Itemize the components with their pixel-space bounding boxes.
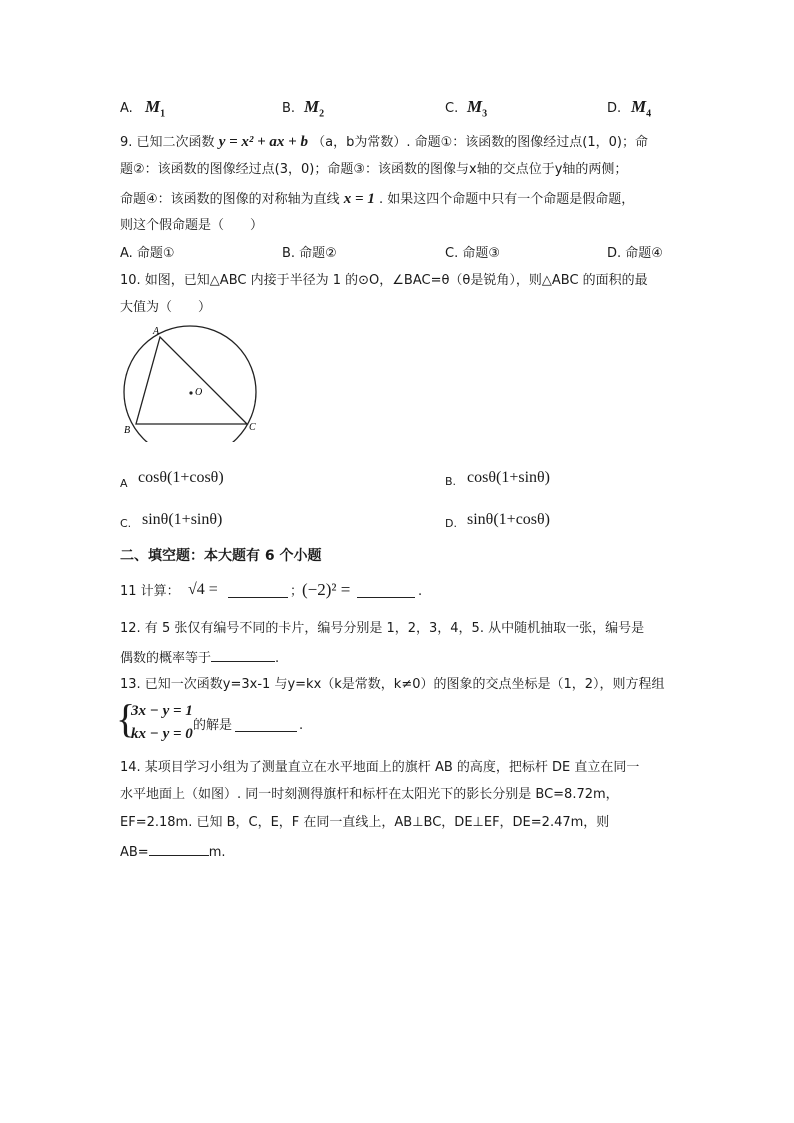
label-o: O <box>195 387 203 398</box>
q9-line-1 <box>120 133 648 151</box>
q14-line-4 <box>120 843 226 861</box>
q8-option-c-value: $M_3$ <box>467 97 488 120</box>
q9-option-c: C. 命题③ <box>445 246 500 261</box>
q12-line-1: 12. 有 5 张仅有编号不同的卡片，编号分别是 1，2，3，4，5. 从中随机抽取一张，编号是 <box>120 621 645 636</box>
q9-line-4: 则这个假命题是（ ） <box>120 218 264 233</box>
q9-line-3 <box>120 190 634 208</box>
q14-line-1: 14. 某项目学习小组为了测量直立在水平地面上的旗杆 AB 的高度，把标杆 DE 直立在同一 <box>120 760 640 775</box>
q8-option-d-label: D. <box>607 101 622 116</box>
q13-equation-2: kx − y = 0 <box>131 726 193 742</box>
q12-end: . <box>275 651 280 666</box>
q8-option-d-value: $M_4$ <box>631 97 652 120</box>
q11-blank-2[interactable] <box>357 585 415 598</box>
q8-option-a-value: $M_1$ <box>145 97 166 120</box>
q10-option-c-expr: sinθ(1+sinθ) <box>142 511 223 528</box>
q9-line3-text-b: . 如果这四个命题中只有一个命题是假命题， <box>379 192 635 207</box>
label-a: A <box>153 326 160 337</box>
q10-line-2: 大值为（ ） <box>120 300 212 315</box>
q8-option-b-label: B. <box>282 101 296 116</box>
q14-line-3: EF=2.18m. 已知 B，C，E，F 在同一直线上，AB⊥BC，DE⊥EF，DE=2.47m，则 <box>120 815 610 830</box>
q9-line3-formula: x = 1 <box>343 191 375 207</box>
q13-equation-1: 3x − y = 1 <box>131 703 193 719</box>
triangle-abc <box>136 337 247 424</box>
q8-option-b-value: $M_2$ <box>304 97 325 120</box>
q10-option-d-expr: sinθ(1+cosθ) <box>467 511 551 528</box>
label-c: C <box>249 422 256 433</box>
q13-end: . <box>299 718 304 733</box>
q13-blank[interactable] <box>235 719 297 732</box>
label-b: B <box>124 425 131 436</box>
q13-suffix: 的解是 <box>193 718 233 733</box>
q12-blank[interactable] <box>211 649 275 662</box>
q10-option-d-label: D. <box>445 517 457 530</box>
q10-option-c-label: C. <box>120 517 132 530</box>
q8-option-a-label: A. <box>120 101 133 116</box>
q13-line-1: 13. 已知一次函数y=3x-1 与y=kx（k是常数，k≠0）的图象的交点坐标是（1，2），则方程组 <box>120 677 665 692</box>
q12-line-2 <box>120 649 279 667</box>
q11-expr-2: (−2)² = <box>302 580 351 599</box>
q10-option-b-label: B. <box>445 475 457 488</box>
q10-circle-figure <box>116 322 266 442</box>
q14-line-2: 水平地面上（如图）. 同一时刻测得旗杆和标杆在太阳光下的影长分别是 BC=8.72m， <box>120 787 619 802</box>
q8-option-c-label: C. <box>445 101 459 116</box>
q10-option-a-label: A <box>120 477 128 490</box>
q10-line-1: 10. 如图，已知△ABC 内接于半径为 1 的⊙O，∠BAC=θ（θ是锐角），则△ABC 的面积的最 <box>120 273 648 288</box>
q11-separator: ； <box>290 584 304 599</box>
q9-option-b: B. 命题② <box>282 246 337 261</box>
section-2-title: 二、填空题：本大题有 6 个小题 <box>120 548 322 564</box>
center-o-dot <box>189 391 192 394</box>
q9-formula: y = x² + ax + b <box>218 134 308 150</box>
q11-end: . <box>418 584 423 599</box>
q11-prefix: 11 计算： <box>120 584 180 599</box>
q11-blank-1[interactable] <box>228 585 288 598</box>
q10-option-b-expr: cosθ(1+sinθ) <box>467 469 551 486</box>
q9-line1-text-a: 9. 已知二次函数 <box>120 135 215 150</box>
q10-option-a-expr: cosθ(1+cosθ) <box>138 469 224 486</box>
q12-line2-text: 偶数的概率等于 <box>120 651 212 666</box>
q14-line4-text-a: AB= <box>120 845 149 860</box>
q14-line4-text-b: m. <box>208 845 226 860</box>
q14-blank[interactable] <box>149 843 209 856</box>
q9-option-d: D. 命题④ <box>607 246 663 261</box>
q9-line3-text-a: 命题④：该函数的图像的对称轴为直线 <box>120 192 340 207</box>
q9-line1-text-b: （a，b为常数）. 命题①：该函数的图像经过点(1，0)；命 <box>312 135 648 150</box>
q9-option-a: A. 命题① <box>120 246 175 261</box>
q11-expr-1: √4 = <box>188 581 218 598</box>
q9-line-2: 题②：该函数的图像经过点(3，0)；命题③：该函数的图像与x轴的交点位于y轴的两侧； <box>120 162 628 177</box>
q13-system-brace: { <box>116 696 136 741</box>
